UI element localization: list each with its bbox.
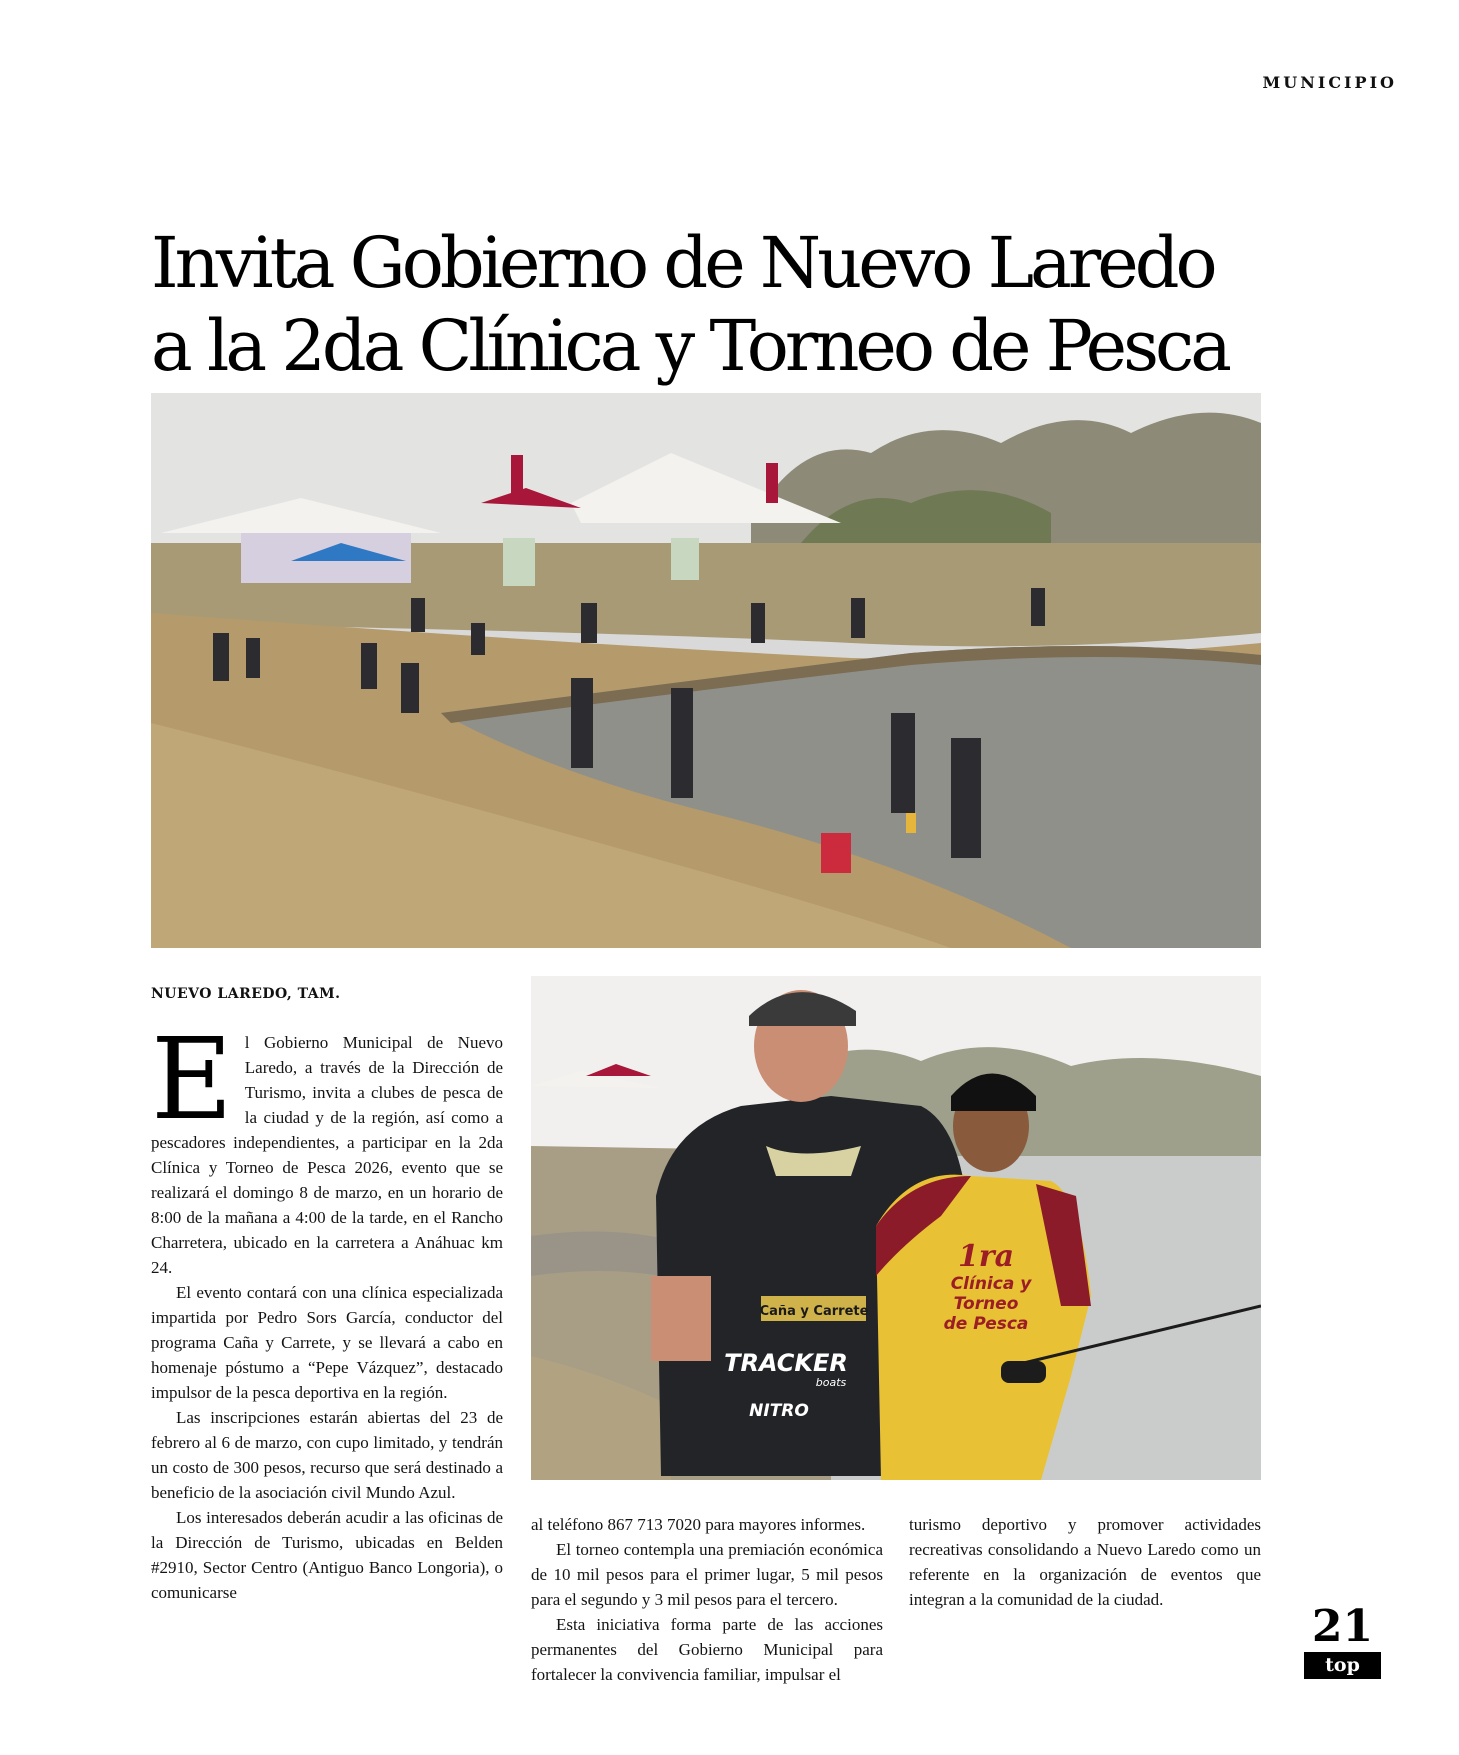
headline: Invita Gobierno de Nuevo Laredo a la 2da Clínica y Torneo de Pesca [151,222,1228,387]
article-paragraph: al teléfono 867 713 7020 para mayores informes. [531,1515,866,1534]
article-paragraph: El torneo contempla una premiación económica de 10 mil pesos para el primer lugar, 5 mil pesos para el segundo y 3 mil pesos para el tercero. [531,1540,883,1609]
drop-cap: E [151,1030,233,1145]
jersey-sponsor-sub-text: boats [815,1376,847,1389]
main-photo [151,393,1261,948]
article-column-3 [909,1512,1261,1690]
article-paragraph: El evento contará con una clínica especializada impartida por Pedro Sors García, conductor del programa Caña y Carrete, y se llevará a cabo en homenaje póstumo a “Pepe Vázquez”, destacado impulsor de la pesca deportiva en la región. [151,1283,503,1402]
article-paragraph: Los interesados deberán acudir a las oficinas de la Dirección de Turismo, ubicadas en Belden #2910, Sector Centro (Antiguo Banco Longoria), o comunicarse [151,1508,503,1602]
article-paragraph: Las inscripciones estarán abiertas del 23 de febrero al 6 de marzo, con cupo limitado, y tendrán un costo de 300 pesos, recurso que será destinado a beneficio de la asociación civil Mundo Azul. [151,1408,503,1502]
fishing-event-photo-icon [151,393,1261,948]
page-number: 21 [1311,1601,1374,1652]
section-label: MUNICIPIO [1262,73,1397,92]
jersey-sponsor-text-2: NITRO [749,1401,809,1421]
article-paragraph: El Gobierno Municipal de Nuevo Laredo, a través de la Dirección de Turismo, invita a clubes de pesca de la ciudad y de la región, así como a pescadores independientes, a participar en la 2da Clínica y Torneo de Pesca 2026, evento que se realizará el domingo 8 de marzo, en un horario de 8:00 de la mañana a 4:00 de la tarde, en el Rancho Charretera, ubicado en la carretera a Anáhuac km 24. [151,1030,503,1277]
article-paragraph: turismo deportivo y promover actividades recreativas consolidando a Nuevo Laredo como un referente en la organización de eventos que integran a la comunidad de la ciudad. [909,1515,1261,1609]
article-column-1 [151,1030,503,1690]
jersey-logo-text: Caña y Carrete [759,1304,869,1319]
second-photo [531,976,1261,1480]
article-column-2 [531,1512,883,1690]
shirt-text-line-4: de Pesca [943,1314,1029,1334]
instructor-and-boy-photo-icon [531,976,1261,1480]
shirt-text-line-1: 1ra [957,1239,1015,1274]
dateline: NUEVO LAREDO, TAM. [151,986,341,1002]
magazine-brand-tag: top [1304,1652,1381,1679]
shirt-text-line-2: Clínica y [950,1274,1032,1294]
jersey-sponsor-text: TRACKER [724,1349,848,1377]
shirt-text-line-3: Torneo [953,1294,1019,1314]
article-paragraph: Esta iniciativa forma parte de las acciones permanentes del Gobierno Municipal para fortalecer la convivencia familiar, impulsar el [531,1615,883,1684]
